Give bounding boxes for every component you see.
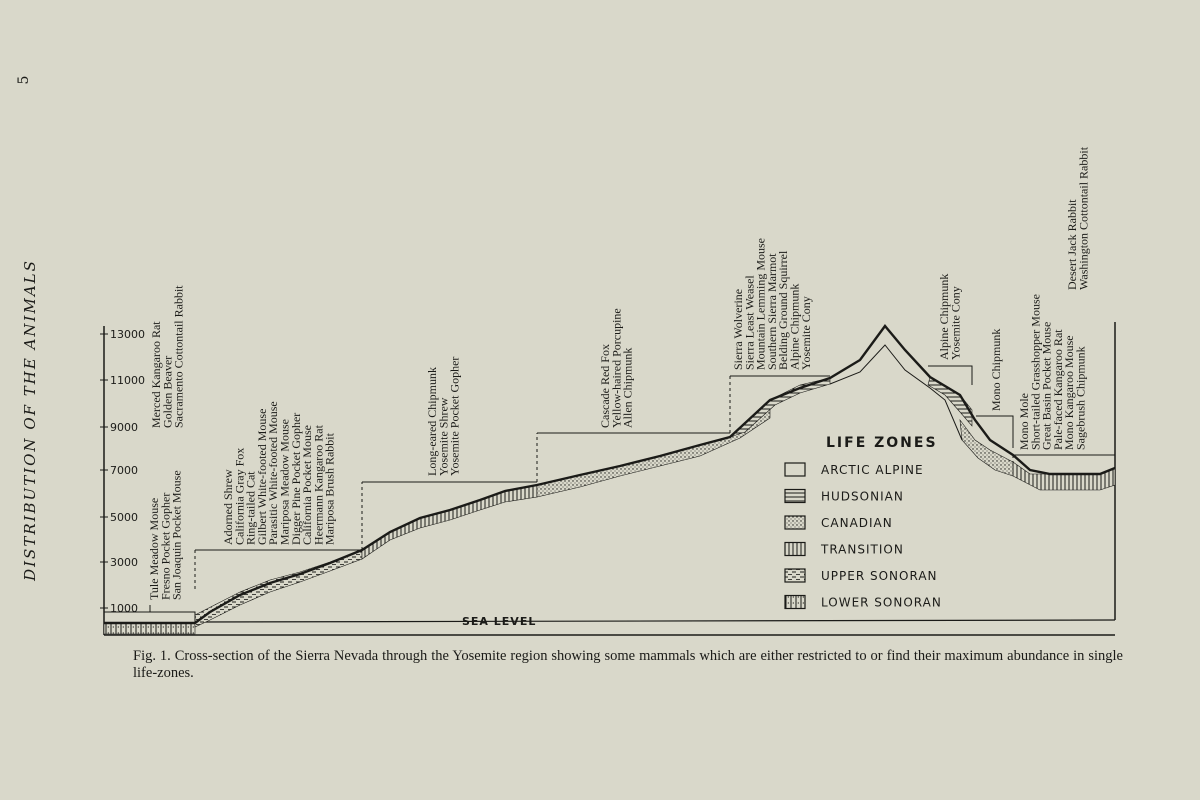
legend-title: LIFE ZONES: [826, 435, 938, 451]
mammal-label: Desert Jack Rabbit: [1065, 199, 1079, 290]
running-head: DISTRIBUTION OF THE ANIMALS: [21, 259, 39, 581]
mammal-group: [221, 401, 337, 545]
mammal-label: Yellow-haired Porcupine: [609, 308, 624, 428]
mammal-group: [989, 329, 1003, 411]
mammal-label: Short-tailed Grasshopper Mouse: [1028, 294, 1043, 450]
mammal-label: Cascade Red Fox: [598, 344, 612, 428]
canadian-band-east: [960, 420, 1013, 476]
mammal-label: Long-eared Chipmunk: [425, 367, 439, 476]
mammal-label: Parasitic White-footed Mouse: [266, 401, 281, 545]
mammal-label: Alpine Chipmunk: [787, 283, 802, 370]
mammal-label: Mono Chipmunk: [989, 328, 1003, 411]
elevation-tick-label: 5000: [110, 511, 138, 524]
legend-label: LOWER SONORAN: [821, 595, 942, 610]
mammal-label: Mono Mole: [1017, 393, 1031, 450]
mammal-label: Great Basin Pocket Mouse: [1039, 321, 1054, 450]
mammal-group: [937, 274, 962, 360]
mammal-label: Adorned Shrew: [221, 469, 235, 545]
mammal-group: [731, 238, 813, 370]
legend-swatch: [785, 543, 805, 556]
legend-label: UPPER SONORAN: [821, 569, 938, 583]
legend-swatch: [785, 490, 805, 503]
figure-caption: Fig. 1. Cross-section of the Sierra Nevada through the Yosemite region showing some mammals which are either restricted to or find their maximum abundance in single life-zones.: [133, 648, 1123, 681]
mammal-label: Mariposa Meadow Mouse: [277, 419, 292, 545]
mammal-label: Gilbert White-footed Mouse: [254, 408, 269, 545]
mammal-label: Yosemite Pocket Gopher: [447, 356, 462, 476]
mammal-label: Ring-tailed Cat: [243, 471, 258, 545]
mammal-label: Pale-faced Kangaroo Rat: [1050, 329, 1065, 450]
legend-label: CANADIAN: [821, 516, 893, 530]
mammal-label: Mono Kangaroo Mouse: [1062, 335, 1077, 450]
page-number: 5: [16, 75, 32, 85]
canadian-band-west: [537, 400, 770, 497]
mammal-label: Digger Pine Pocket Gopher: [288, 412, 303, 545]
mammal-label: Golden Beaver: [160, 355, 175, 428]
mammal-label: Fresno Pocket Gopher: [158, 492, 173, 600]
elevation-tick-label: 7000: [110, 464, 138, 477]
legend-swatch: [785, 463, 805, 476]
mammal-label: Washington Cottontail Rabbit: [1076, 146, 1091, 290]
elevation-ticks: [100, 328, 145, 615]
mammal-group: [1065, 146, 1090, 290]
mammal-label: Heermann Kangaroo Rat: [311, 425, 326, 545]
elevation-tick-label: 11000: [110, 374, 145, 387]
legend-swatch: [785, 569, 805, 582]
mammal-label: Mariposa Brush Rabbit: [322, 433, 337, 545]
elevation-tick-label: 9000: [110, 421, 138, 434]
legend-items: [785, 463, 942, 610]
mammal-label: Mountain Lemming Mouse: [753, 238, 768, 370]
legend-label: TRANSITION: [821, 542, 904, 557]
mammal-label: California Pocket Mouse: [300, 425, 315, 545]
elevation-tick-label: 1000: [110, 602, 138, 615]
legend-swatch: [785, 596, 805, 609]
mammal-label: Yosemite Cony: [948, 286, 963, 360]
legend-swatch: [785, 516, 805, 529]
mammal-group: [598, 308, 635, 428]
hudsonian-band-east: [928, 377, 972, 426]
mammal-group: [147, 470, 184, 600]
mammal-label: Belding Ground Squirrel: [776, 250, 791, 370]
mammal-label: Merced Kangaroo Rat: [149, 321, 163, 428]
elevation-tick-label: 13000: [110, 328, 145, 341]
lower-sonoran-band-west: [104, 623, 195, 634]
mammal-label: Tule Meadow Mouse: [147, 497, 161, 600]
mammal-label: Allen Chipmunk: [620, 347, 635, 428]
legend-label: HUDSONIAN: [821, 489, 904, 504]
mammal-label: Sierra Least Weasel: [742, 275, 757, 370]
mammal-label: Sagebrush Chipmunk: [1073, 346, 1088, 450]
mammal-label: Alpine Chipmunk: [937, 273, 951, 360]
hudsonian-band-west: [730, 378, 830, 437]
mammal-label: California Gray Fox: [232, 447, 247, 545]
legend: [785, 435, 942, 610]
mammal-label: Yosemite Cony: [798, 296, 813, 370]
mammal-label: Sacramento Cottontail Rabbit: [171, 285, 186, 428]
elevation-tick-label: 3000: [110, 556, 138, 569]
mammal-group: [149, 285, 186, 428]
mammal-group: [425, 357, 462, 476]
mammal-labels: [147, 146, 1090, 600]
mammal-group: [1017, 294, 1088, 450]
mammal-label: Sierra Wolverine: [731, 288, 745, 370]
upper-sonoran-band-west: [195, 550, 362, 627]
transition-band-east: [1013, 462, 1115, 490]
mammal-label: Yosemite Shrew: [436, 397, 451, 476]
legend-label: ARCTIC ALPINE: [821, 463, 924, 477]
transition-band-west: [362, 485, 537, 559]
sea-level-underline: [196, 620, 1115, 622]
sea-level-label: SEA LEVEL: [462, 615, 537, 628]
mammal-label: Southern Sierra Marmot: [764, 253, 779, 370]
mammal-label: San Joaquin Pocket Mouse: [169, 470, 184, 600]
